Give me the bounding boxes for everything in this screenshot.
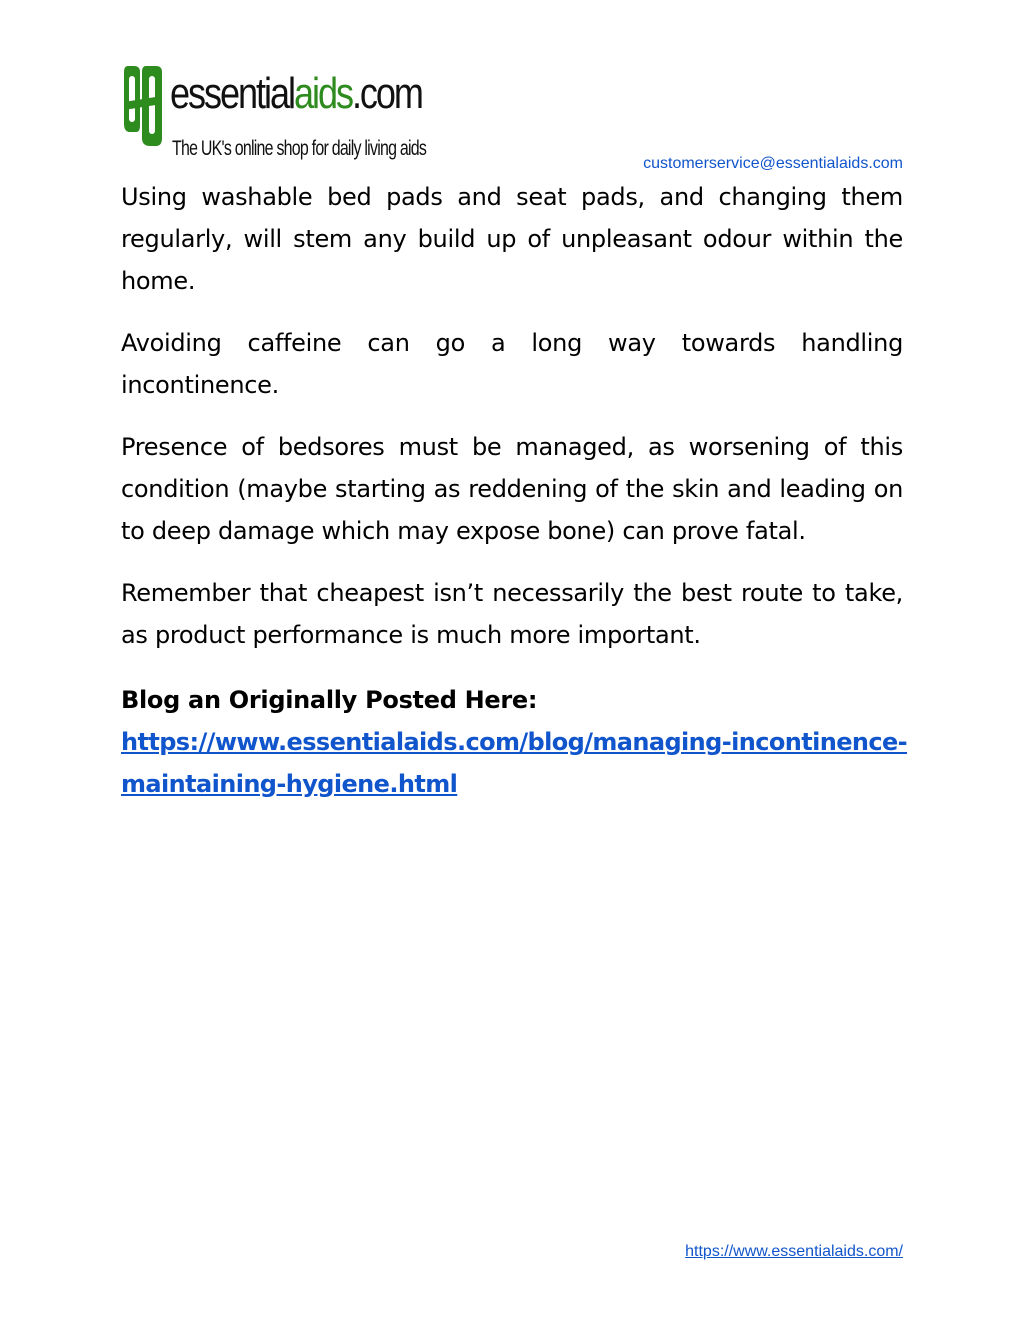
paragraph-cheapest: Remember that cheapest isn’t necessarily the best route to take, as product performance is much more important.: [121, 579, 903, 649]
customer-service-email-link[interactable]: customerservice@essentialaids.com: [643, 155, 903, 172]
brand-wordmark: [170, 66, 422, 122]
brand-name-suffix: .com: [351, 69, 422, 118]
blog-origin-heading: Blog an Originally Posted Here:: [121, 686, 538, 714]
paragraph-caffeine: Avoiding caffeine can go a long way towards handling incontinence.: [121, 329, 903, 399]
blog-origin-link[interactable]: https://www.essentialaids.com/blog/managing-incontinence-maintaining-hygiene.html: [121, 728, 908, 798]
brand-name-main: essential: [170, 69, 294, 118]
paragraph-washable-pads: Using washable bed pads and seat pads, and changing them regularly, will stem any build up of unpleasant odour within the home.: [121, 183, 903, 295]
brand-logo: [120, 56, 427, 168]
brand-tagline: The UK's online shop for daily living aids: [172, 137, 427, 160]
paragraph-bedsores: Presence of bedsores must be managed, as worsening of this condition (maybe starting as reddening of the skin and leading on to deep damage which may expose bone) can prove fatal.: [121, 433, 903, 545]
essentialaids-logo-mark-icon: [122, 62, 164, 148]
brand-name-accent: aids: [293, 69, 352, 118]
article-body: [121, 176, 908, 805]
footer-website-link[interactable]: https://www.essentialaids.com/: [685, 1243, 903, 1260]
